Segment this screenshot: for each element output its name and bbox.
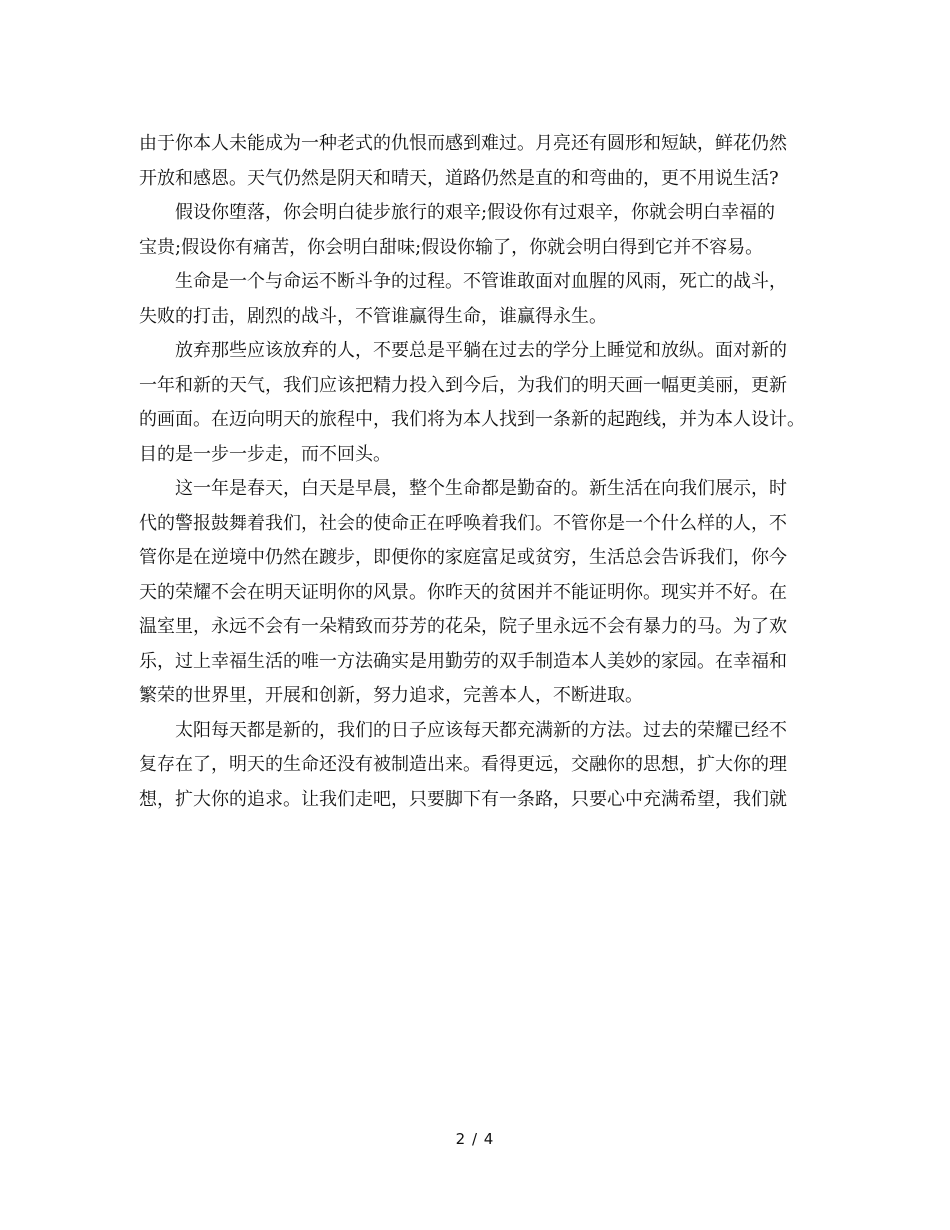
text-line: 目的是一步一步走，而不回头。: [139, 443, 391, 465]
text-line: 天的荣耀不会在明天证明你的风景。你昨天的贫困并不能证明你。现实并不好。在: [139, 581, 787, 603]
text-line: 复存在了，明天的生命还没有被制造出来。看得更远，交融你的思想，扩大你的理: [139, 754, 787, 775]
text-line: 太阳每天都是新的，我们的日子应该每天都充满新的方法。过去的荣耀已经不: [139, 719, 787, 741]
text-line: 生命是一个与命运不断斗争的过程。不管谁敢面对血腥的风雨，死亡的战斗，: [139, 271, 787, 292]
body-text: [139, 127, 823, 817]
text-line: 的画面。在迈向明天的旅程中，我们将为本人找到一条新的起跑线，并为本人设计。: [139, 409, 805, 430]
text-line: 开放和感恩。天气仍然是阴天和晴天，道路仍然是直的和弯曲的，更不用说生活?: [139, 167, 779, 189]
text-line: 繁荣的世界里，开展和创新，努力追求，完善本人，不断进取。: [139, 685, 643, 706]
text-line: 宝贵;假设你有痛苦，你会明白甜味;假设你输了，你就会明白得到它并不容易。: [139, 236, 764, 258]
text-line: 想，扩大你的追求。让我们走吧，只要脚下有一条路，只要心中充满希望，我们就: [139, 788, 787, 810]
text-line: 温室里，永远不会有一朵精致而芬芳的花朵，院子里永远不会有暴力的马。为了欢: [139, 616, 787, 637]
page-number: 2 / 4: [455, 1130, 495, 1148]
text-line: 失败的打击，剧烈的战斗，不管谁赢得生命，谁赢得永生。: [139, 305, 607, 327]
text-line: 假设你堕落，你会明白徒步旅行的艰辛;假设你有过艰辛，你就会明白幸福的: [139, 202, 776, 223]
text-line: 管你是在逆境中仍然在踱步，即便你的家庭富足或贫穷，生活总会告诉我们，你今: [139, 547, 787, 568]
text-line: 一年和新的天气，我们应该把精力投入到今后，为我们的明天画一幅更美丽，更新: [139, 374, 787, 396]
text-line: 放弃那些应该放弃的人，不要总是平躺在过去的学分上睡觉和放纵。面对新的: [139, 340, 787, 361]
text-line: 乐，过上幸福生活的唯一方法确实是用勤劳的双手制造本人美妙的家园。在幸福和: [139, 650, 787, 672]
text-line: 这一年是春天，白天是早晨，整个生命都是勤奋的。新生活在向我们展示，时: [139, 478, 787, 499]
text-line: 由于你本人未能成为一种老式的仇恨而感到难过。月亮还有圆形和短缺，鲜花仍然: [139, 133, 787, 154]
text-line: 代的警报鼓舞着我们，社会的使命正在呼唤着我们。不管你是一个什么样的人，不: [139, 512, 787, 534]
